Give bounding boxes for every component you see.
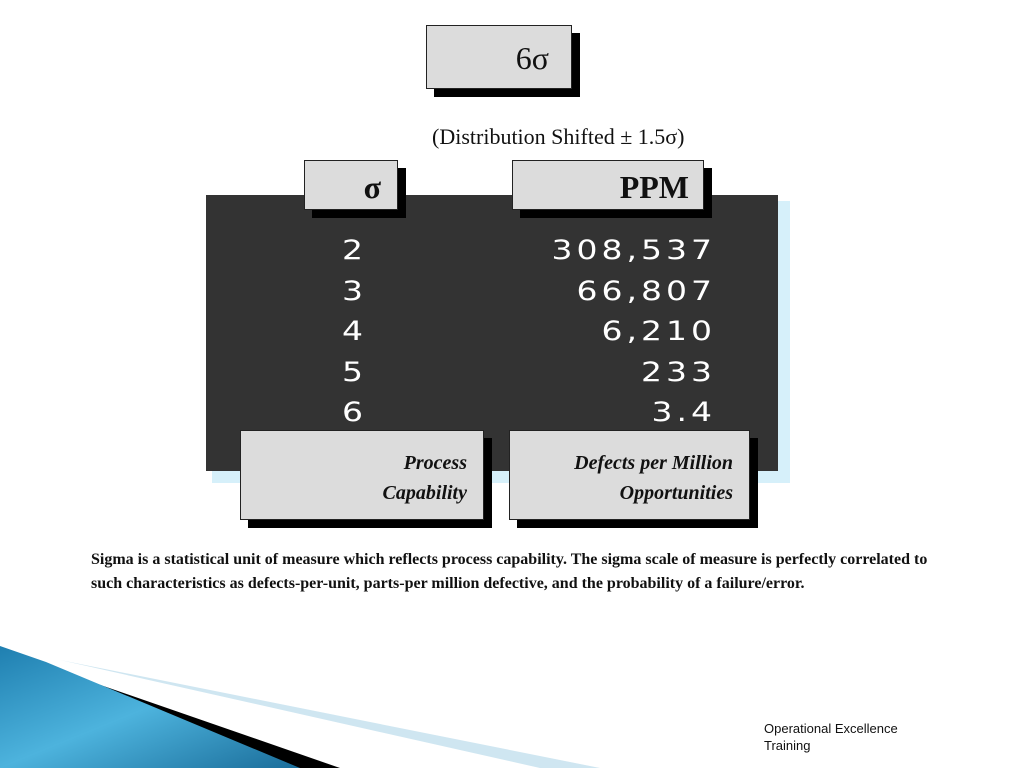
- label-line: Process: [403, 452, 467, 474]
- description-text: Sigma is a statistical unit of measure which reflects process capability. The sigma scale of measure is perfectly correlated to such characteristics as defects-per-unit, parts-per million defective, and the probability of a failure/error.: [91, 551, 928, 592]
- table-row: [0, 392, 1024, 432]
- sigma-value: 3: [342, 274, 367, 307]
- ppm-header-text: PPM: [619, 169, 689, 205]
- ppm-value: 3.4: [651, 395, 716, 428]
- title-box: [426, 25, 572, 89]
- table-row: [0, 352, 1024, 392]
- table-row: [0, 311, 1024, 351]
- subtitle: (Distribution Shifted ± 1.5σ): [432, 124, 685, 149]
- footer-text: [764, 720, 944, 754]
- ppm-value: 6,210: [601, 314, 716, 347]
- defects-per-million-label: [509, 430, 750, 520]
- sigma-value: 5: [342, 355, 367, 388]
- sigma-value: 4: [342, 314, 367, 347]
- table-row: [0, 230, 1024, 270]
- footer-line: Operational Excellence: [764, 721, 898, 736]
- ppm-column-header: [512, 160, 704, 210]
- label-line: Opportunities: [619, 482, 733, 504]
- label-line: Capability: [382, 482, 467, 504]
- blue-band: [0, 646, 300, 768]
- ppm-value: 233: [641, 355, 716, 388]
- title-text: 6σ: [515, 40, 549, 76]
- sigma-column-header: [304, 160, 398, 210]
- label-line: Defects per Million: [574, 452, 733, 474]
- table-row: [0, 271, 1024, 311]
- sigma-value: 6: [342, 395, 367, 428]
- sigma-value: 2: [342, 233, 367, 266]
- sigma-header-text: σ: [363, 169, 381, 205]
- process-capability-label: [240, 430, 484, 520]
- ppm-value: 66,807: [576, 274, 716, 307]
- footer-line: Training: [764, 738, 811, 753]
- ppm-value: 308,537: [551, 233, 716, 266]
